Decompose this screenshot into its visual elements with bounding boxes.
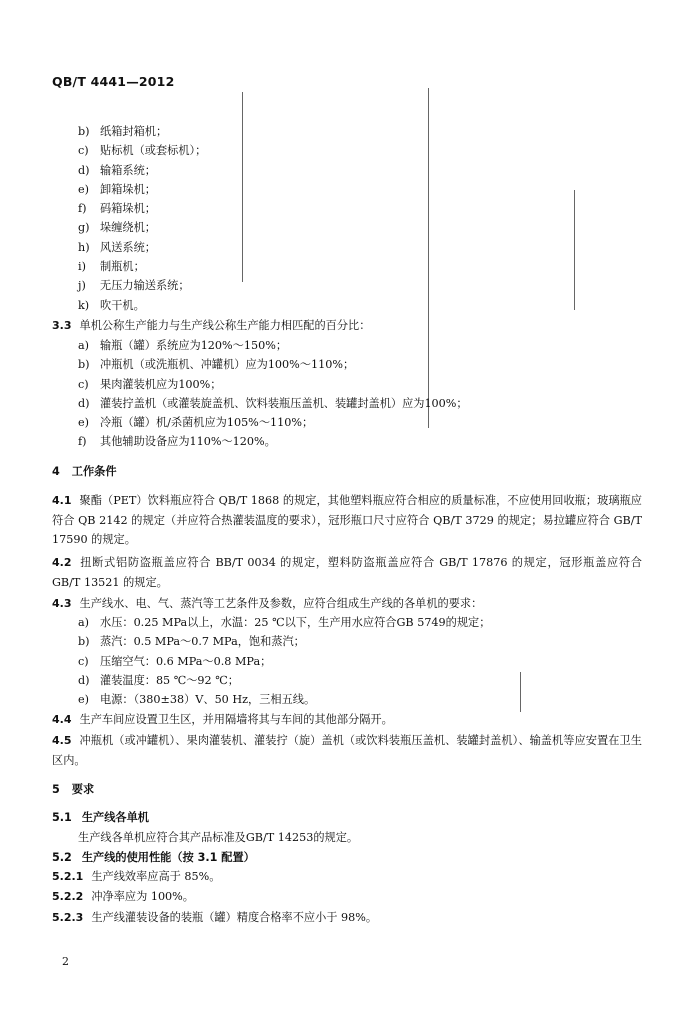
list-item: k) 吹干机。	[78, 298, 145, 312]
section-4-heading: 4 工作条件	[52, 465, 117, 478]
clause-4-1: 4.1 聚酯（PET）饮料瓶应符合 QB/T 1868 的规定，其他塑料瓶应符合相应的质量标准，不应使用回收瓶；玻璃瓶应符合 QB 2142 的规定（并应符合热灌装温度的要求），冠形瓶口尺寸应符合 QB/T 3729 的规定；易拉罐应符合 GB/T 17590 的规定。	[52, 494, 642, 546]
clause-5-2-1: 5.2.1 生产线效率应高于 85%。	[52, 870, 221, 883]
list-item: b) 蒸汽：0.5 MPa～0.7 MPa，饱和蒸汽；	[78, 635, 305, 649]
clause-4-5: 4.5 冲瓶机（或冲罐机）、果肉灌装机、灌装拧（旋）盖机（或饮料装瓶压盖机、装罐封盖机）、输盖机等应安置在卫生区内。	[52, 734, 642, 767]
section-5-heading: 5 要求	[52, 783, 95, 796]
list-item: f) 码箱垛机；	[78, 202, 156, 216]
page-number: 2	[62, 955, 69, 968]
clause-3-3: 3.3 单机公称生产能力与生产线公称生产能力相匹配的百分比：	[52, 319, 371, 332]
capacity-ratio-list	[78, 336, 638, 452]
list-item: c) 贴标机（或套标机）；	[78, 144, 207, 158]
list-item: e) 冷瓶（罐）机/杀菌机应为105%～110%；	[78, 416, 314, 430]
list-item: i) 制瓶机；	[78, 260, 145, 274]
list-item: h) 风送系统；	[78, 240, 156, 254]
clause-5-2-heading: 5.2 生产线的使用性能（按 3.1 配置）	[52, 851, 255, 864]
list-item: f) 其他辅助设备应为110%～120%。	[78, 435, 276, 449]
list-item: a) 输瓶（罐）系统应为120%～150%；	[78, 339, 288, 352]
list-item: d) 输箱系统；	[78, 163, 156, 177]
list-item: e) 卸箱垛机；	[78, 182, 156, 196]
list-item: d) 灌装温度：85 ℃～92 ℃；	[78, 673, 239, 687]
equipment-list	[78, 122, 638, 315]
standard-code-header: QB/T 4441—2012	[52, 74, 175, 89]
list-item: g) 垛缠绕机；	[78, 221, 156, 235]
clause-4-2: 4.2 扭断式铝防盗瓶盖应符合 BB/T 0034 的规定，塑料防盗瓶盖应符合 GB/T 17876 的规定，冠形瓶盖应符合 GB/T 13521 的规定。	[52, 556, 642, 589]
list-item: b) 纸箱封箱机；	[78, 125, 168, 138]
clause-5-1-text: 生产线各单机应符合其产品标准及GB/T 14253的规定。	[78, 831, 359, 844]
utility-conditions-list	[78, 613, 638, 709]
list-item: j) 无压力输送系统；	[78, 279, 190, 293]
clause-5-2-2: 5.2.2 冲净率应为 100%。	[52, 890, 194, 903]
list-item: a) 水压：0.25 MPa以上，水温：25 ℃以下，生产用水应符合GB 5749的规定；	[78, 616, 491, 629]
clause-4-4: 4.4 生产车间应设置卫生区，并用隔墙将其与车间的其他部分隔开。	[52, 713, 393, 726]
list-item: e) 电源：（380±38）V、50 Hz，三相五线。	[78, 693, 316, 707]
list-item: b) 冲瓶机（或洗瓶机、冲罐机）应为100%～110%；	[78, 358, 355, 372]
list-item: c) 果肉灌装机应为100%；	[78, 377, 222, 391]
clause-5-2-3: 5.2.3 生产线灌装设备的装瓶（罐）精度合格率不应小于 98%。	[52, 911, 378, 924]
clause-5-1-heading: 5.1 生产线各单机	[52, 811, 149, 824]
list-item: c) 压缩空气：0.6 MPa～0.8 MPa；	[78, 654, 272, 668]
clause-4-3: 4.3 生产线水、电、气、蒸汽等工艺条件及参数，应符合组成生产线的各单机的要求：	[52, 597, 483, 610]
list-item: d) 灌装拧盖机（或灌装旋盖机、饮料装瓶压盖机、装罐封盖机）应为100%；	[78, 396, 468, 410]
